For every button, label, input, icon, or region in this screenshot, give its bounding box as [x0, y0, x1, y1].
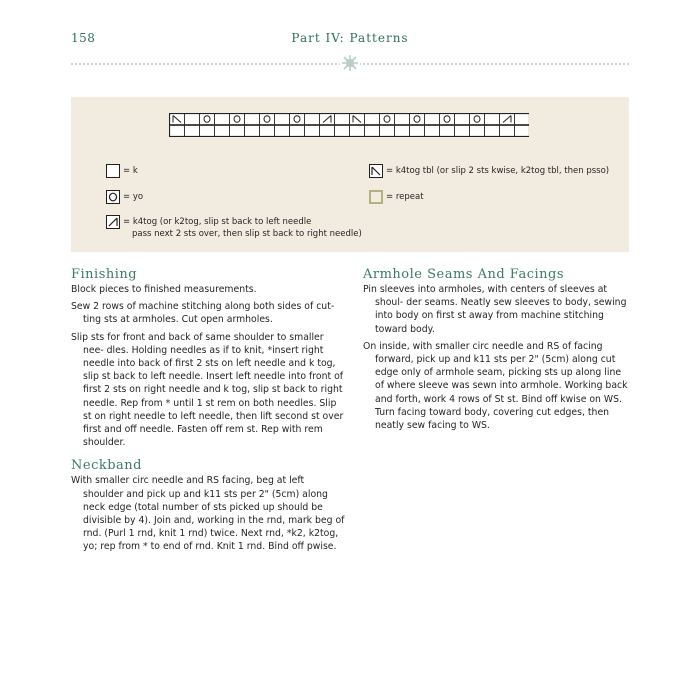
finishing-heading	[71, 267, 346, 283]
neckband-heading	[71, 458, 346, 474]
chart-cell-k	[410, 126, 425, 137]
chart-cell-k	[455, 126, 470, 137]
chart-cell-k	[515, 126, 530, 137]
chart-cell-k4tog	[320, 114, 335, 125]
chart-cell-k4tog-tbl	[170, 114, 185, 125]
chart-cell-k	[305, 114, 320, 125]
chart-cell-k	[260, 126, 275, 137]
chart-cell-k	[515, 114, 530, 125]
chart-cell-k4tog-tbl	[350, 114, 365, 125]
chart-cell-k	[305, 126, 320, 137]
yarn-over-icon	[106, 190, 120, 204]
chart-cell-k	[470, 126, 485, 137]
legend-repeat-label: = repeat	[386, 192, 424, 202]
chart-cell-k	[290, 126, 305, 137]
legend-k4tog-label: = k4tog (or k2tog, slip st back to left needle	[123, 217, 312, 227]
right-column	[363, 267, 631, 441]
k4tog-icon	[106, 215, 120, 229]
repeat-box-icon	[369, 190, 383, 204]
k4tog-tbl-icon	[369, 164, 383, 178]
left-column	[71, 267, 346, 563]
chart-cell-k	[320, 126, 335, 137]
armhole-paragraph: On inside, with smaller circ needle and RS of facing forward, pick up and k11 sts per 2" (5cm) along cut edge only of armhole seam, picking sts up along line of where sleeve was sewn into armhole. Working back and forth, work 4 rows of St st. Bind off kwise on WS. Turn facing toward body, covering cut edges, then neatly sew facing to WS.	[363, 340, 628, 432]
chart-cell-k	[335, 126, 350, 137]
chart-cell-k	[230, 126, 245, 137]
chart-cell-yo	[260, 114, 275, 125]
snowflake-ornament-icon	[340, 53, 360, 73]
knitting-chart	[169, 113, 529, 137]
chart-cell-k	[275, 114, 290, 125]
knit-square-icon	[106, 164, 120, 178]
chart-cell-k	[425, 114, 440, 125]
chart-cell-yo	[230, 114, 245, 125]
neckband-heading-text: Neckband	[71, 458, 142, 474]
page-number: 158	[71, 31, 96, 45]
finishing-heading-text: Finishing	[71, 267, 138, 282]
chart-cell-k	[440, 126, 455, 137]
neckband-section	[71, 458, 346, 553]
finishing-paragraph: Sew 2 rows of machine stitching along both sides of cut- ting sts at armholes. Cut open armholes.	[71, 301, 335, 326]
chart-cell-k	[215, 114, 230, 125]
chart-cell-k	[335, 114, 350, 125]
chart-cell-k	[380, 126, 395, 137]
running-head: Part IV: Patterns	[291, 31, 409, 45]
chart-cell-k	[275, 126, 290, 137]
armhole-heading-text: Armhole Seams And Facings	[363, 267, 564, 282]
legend-k-label: = k	[123, 166, 138, 176]
legend-yo-label: = yo	[123, 192, 144, 202]
chart-cell-k	[485, 126, 500, 137]
chart-cell-yo	[440, 114, 455, 125]
chart-cell-k	[365, 126, 380, 137]
chart-cell-k	[185, 114, 200, 125]
chart-cell-k	[215, 126, 230, 137]
finishing-section	[71, 267, 346, 449]
chart-cell-yo	[470, 114, 485, 125]
armhole-heading	[363, 267, 631, 283]
armhole-section	[363, 267, 631, 432]
chart-cell-k	[245, 126, 260, 137]
chart-cell-yo	[200, 114, 215, 125]
chart-cell-k	[245, 114, 260, 125]
chart-cell-k	[365, 114, 380, 125]
chart-cell-k	[500, 126, 515, 137]
chart-cell-k	[395, 126, 410, 137]
chart-cell-k	[455, 114, 470, 125]
chart-cell-k	[395, 114, 410, 125]
chart-cell-k	[170, 126, 185, 137]
chart-cell-yo	[380, 114, 395, 125]
finishing-paragraph: Block pieces to finished measurements.	[71, 284, 257, 295]
neckband-paragraph: With smaller circ needle and RS facing, beg at left shoulder and pick up and k11 sts per 2" (5cm) along neck edge (total number of sts picked up should be divisible by 4). Join and, working in the rnd, mark beg of rnd. (Purl 1 rnd, knit 1 rnd) twice. Next rnd, *k2, k2tog, yo; rep from * to end of rnd. Knit 1 rnd. Bind off pwise.	[71, 475, 345, 553]
chart-cell-k4tog	[500, 114, 515, 125]
chart-cell-k	[185, 126, 200, 137]
chart-cell-yo	[410, 114, 425, 125]
armhole-paragraph: Pin sleeves into armholes, with centers of sleeves at shoul- der seams. Neatly sew sleeves to body, sewing into body on first st away from machine stitching toward body.	[363, 284, 627, 335]
chart-cell-k	[200, 126, 215, 137]
chart-cell-k	[350, 126, 365, 137]
finishing-paragraph: Slip sts for front and back of same shoulder to smaller nee- dles. Holding needles as if to knit, *insert right needle into back of first 2 sts on left needle and k tog, slip st back to left needle. Insert left needle into front of first 2 sts on right needle and k tog, slip st back to right needle. Rep from * until 1 st rem on both needles. Slip st on right needle to left needle, then lift second st over first and off needle. Fasten off rem st. Rep with rem shoulder.	[71, 331, 344, 449]
chart-cell-yo	[290, 114, 305, 125]
chart-cell-k	[485, 114, 500, 125]
legend-k4tog-label-2: pass next 2 sts over, then slip st back to right needle)	[132, 229, 362, 239]
legend-k4tog-tbl-label: = k4tog tbl (or slip 2 sts kwise, k2tog tbl, then psso)	[386, 166, 610, 176]
chart-cell-k	[425, 126, 440, 137]
